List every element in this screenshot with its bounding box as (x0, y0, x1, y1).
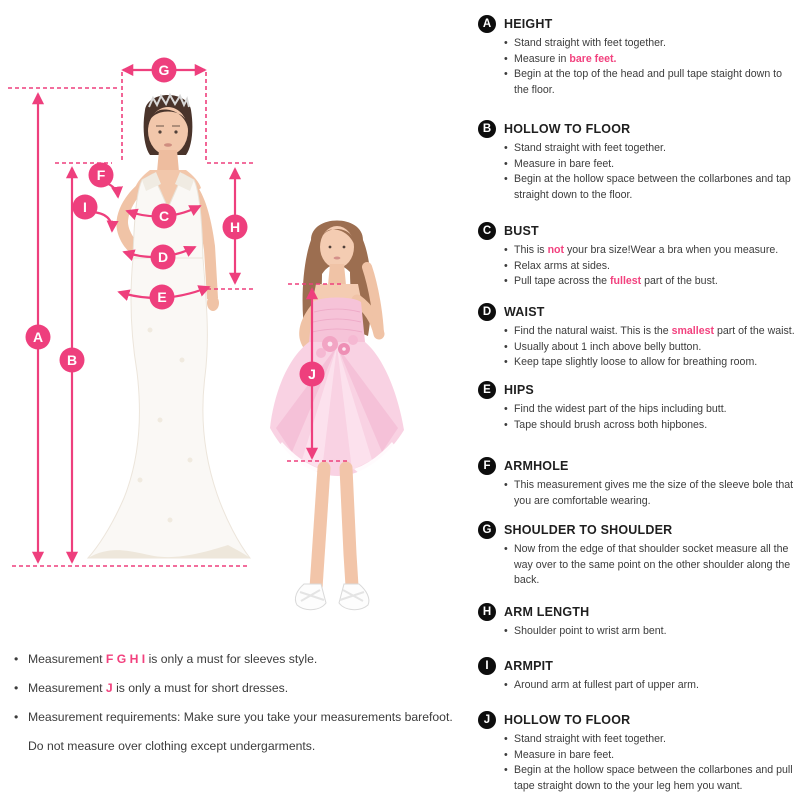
bullet-dot: • (504, 52, 508, 65)
text-segment: This is (514, 244, 548, 256)
section-body (504, 456, 796, 509)
note-line (14, 703, 476, 732)
text-segment: Around arm at fullest part of upper arm. (514, 679, 699, 691)
figure-label-g (152, 58, 177, 83)
text-segment: is only a must for short dresses. (112, 681, 289, 695)
bullet-dot: • (504, 340, 508, 353)
section-body (504, 14, 796, 98)
bullet-dot: • (504, 543, 508, 555)
svg-text:D: D (157, 249, 169, 265)
bullet-dot: • (504, 764, 508, 776)
svg-text:I: I (83, 199, 87, 215)
text-segment: Usually about 1 inch above belly button. (514, 340, 702, 353)
svg-text:A: A (32, 329, 44, 345)
text-segment: Tape should brush across both hipbones. (514, 418, 708, 431)
instruction-bullet (504, 52, 796, 68)
measurement-figures (0, 0, 470, 645)
letter-badge-h: H (478, 603, 496, 621)
section-body (504, 710, 796, 794)
text-segment: Measure in bare feet. (514, 748, 615, 761)
white-shoes (295, 584, 368, 610)
highlight-text: smallest (671, 325, 715, 337)
bullet-dot: • (504, 325, 508, 337)
letter-badge-j: J (478, 711, 496, 729)
instruction-bullet (504, 36, 796, 52)
bullet-dot: • (504, 142, 508, 154)
letter-badge-g: G (478, 521, 496, 539)
letter-badge-b: B (478, 120, 496, 138)
instruction-bullet (504, 324, 796, 340)
svg-text:F: F (96, 167, 106, 183)
instruction-bullet (504, 624, 796, 640)
figure-label-a (26, 325, 51, 350)
instructions-panel (478, 0, 794, 800)
letter-badge-a: A (478, 15, 496, 33)
bullet-dot: • (504, 679, 508, 691)
letter-badge-e: E (478, 381, 496, 399)
bullet-dot: • (504, 748, 508, 761)
section-title: ARMHOLE (504, 459, 569, 473)
instruction-bullet (504, 402, 796, 418)
bullet-dot: • (504, 403, 508, 415)
instruction-bullet (504, 763, 796, 794)
instruction-bullet (504, 157, 796, 173)
figure-label-f (89, 163, 114, 188)
bullet-dot: • (504, 259, 508, 272)
text-segment: Shoulder point to wrist arm bent. (514, 625, 667, 637)
bullet-dot: • (504, 418, 508, 431)
svg-text:G: G (158, 62, 170, 78)
bullet-dot: • (504, 733, 508, 745)
short-dress-figure (270, 221, 404, 610)
section-title: ARM LENGTH (504, 605, 590, 619)
instruction-bullet (504, 748, 796, 764)
bullet-dot: • (504, 37, 508, 49)
text-segment: Pull tape across the (514, 275, 610, 287)
figure-label-h (223, 215, 248, 240)
bullet-dot: • (504, 244, 508, 256)
section-body (504, 302, 796, 371)
text-segment: Measurement (28, 681, 106, 695)
text-segment: Stand straight with feet together. (514, 37, 666, 49)
figure-label-d (151, 245, 176, 270)
section-body (504, 119, 796, 203)
text-segment: Find the widest part of the hips including butt. (514, 403, 727, 415)
bride-figure (88, 95, 250, 558)
bullet-dot: • (504, 173, 508, 185)
note-line (14, 732, 476, 761)
section-body (504, 221, 796, 290)
instruction-section-b (478, 119, 796, 203)
section-title: ARMPIT (504, 659, 554, 673)
figure-label-c (152, 204, 177, 229)
note-line (14, 674, 476, 703)
bullet-dot: • (504, 275, 508, 287)
text-segment: is only a must for sleeves style. (145, 652, 318, 666)
instruction-bullet (504, 172, 796, 203)
letter-badge-f: F (478, 457, 496, 475)
instruction-section-e (478, 380, 796, 433)
bullet-dot: • (504, 625, 508, 637)
figure-label-i (73, 195, 98, 220)
instruction-bullet (504, 678, 796, 694)
letter-badge-i: I (478, 657, 496, 675)
text-segment: Stand straight with feet together. (514, 733, 666, 745)
section-body (504, 602, 796, 640)
text-segment: Measurement requirements: Make sure you take your measurements barefoot. (28, 710, 453, 724)
section-body (504, 380, 796, 433)
text-segment: Keep tape slightly loose to allow for breathing room. (514, 356, 758, 368)
text-segment: your bra size!Wear a bra when you measure. (564, 244, 779, 256)
letter-badge-d: D (478, 303, 496, 321)
instruction-bullet (504, 243, 796, 259)
instruction-bullet (504, 732, 796, 748)
text-segment: Begin at the top of the head and pull tape staight down to the floor. (514, 68, 782, 96)
svg-text:H: H (229, 219, 241, 235)
text-segment: Now from the edge of that shoulder socket measure all the way over to the same point on the other shoulder along the back. (514, 543, 791, 586)
text-segment: part of the waist. (714, 325, 795, 337)
svg-text:C: C (158, 208, 170, 224)
letter-badge-c: C (478, 222, 496, 240)
section-body (504, 656, 796, 694)
text-segment: part of the bust. (641, 275, 718, 287)
bullet-dot: • (504, 68, 508, 80)
section-title: WAIST (504, 305, 545, 319)
text-segment: Do not measure over clothing except undergarments. (28, 739, 316, 753)
bullet-dot: • (14, 652, 19, 666)
instruction-section-h (478, 602, 796, 640)
text-segment: Begin at the hollow space between the collarbones and pull tape straight down to the your leg hem you want. (514, 764, 793, 792)
instruction-section-d (478, 302, 796, 371)
section-title: HOLLOW TO FLOOR (504, 122, 631, 136)
pink-dress-bodice (309, 298, 365, 343)
svg-text:E: E (157, 289, 167, 305)
text-segment: Measurement (28, 652, 106, 666)
instruction-bullet (504, 418, 796, 434)
instruction-section-c (478, 221, 796, 290)
instruction-section-a (478, 14, 796, 98)
bullet-dot: • (14, 710, 19, 724)
text-segment: Begin at the hollow space between the collarbones and tap straight down to the floor. (514, 173, 791, 201)
instruction-bullet (504, 340, 796, 356)
figure-label-e (150, 285, 175, 310)
section-body (504, 520, 796, 589)
instruction-bullet (504, 542, 796, 589)
text-segment: Relax arms at sides. (514, 259, 610, 272)
highlight-text: bare feet. (569, 52, 617, 65)
bullet-dot: • (14, 681, 19, 695)
bullet-dot: • (504, 356, 508, 368)
text-segment: This measurement gives me the size of the sleeve bole that you are comfortable wearing. (514, 479, 794, 507)
section-title: SHOULDER TO SHOULDER (504, 523, 673, 537)
text-segment: Measure in (514, 52, 570, 65)
svg-text:J: J (308, 366, 316, 382)
instruction-bullet (504, 274, 796, 290)
text-segment: Measure in bare feet. (514, 157, 615, 170)
note-line (14, 645, 476, 674)
highlight-text: F G H I (105, 652, 146, 666)
figure-label-j (300, 362, 325, 387)
highlight-text: J (105, 681, 113, 695)
instruction-bullet (504, 259, 796, 275)
instruction-section-g (478, 520, 796, 589)
section-title: BUST (504, 224, 539, 238)
notes-panel (14, 645, 476, 761)
text-segment: Find the natural waist. This is the (514, 325, 672, 337)
instruction-bullet (504, 478, 796, 509)
highlight-text: fullest (610, 275, 642, 287)
figure-label-b (60, 348, 85, 373)
highlight-text: not (547, 244, 565, 256)
instruction-section-f (478, 456, 796, 509)
bullet-dot: • (504, 479, 508, 491)
svg-text:B: B (66, 352, 78, 368)
instruction-section-i (478, 656, 796, 694)
section-title: HIPS (504, 383, 534, 397)
instruction-bullet (504, 355, 796, 371)
section-title: HEIGHT (504, 17, 553, 31)
bullet-dot: • (504, 157, 508, 170)
instruction-section-j (478, 710, 796, 794)
section-title: HOLLOW TO FLOOR (504, 713, 631, 727)
text-segment: Stand straight with feet together. (514, 142, 666, 154)
instruction-bullet (504, 141, 796, 157)
instruction-bullet (504, 67, 796, 98)
